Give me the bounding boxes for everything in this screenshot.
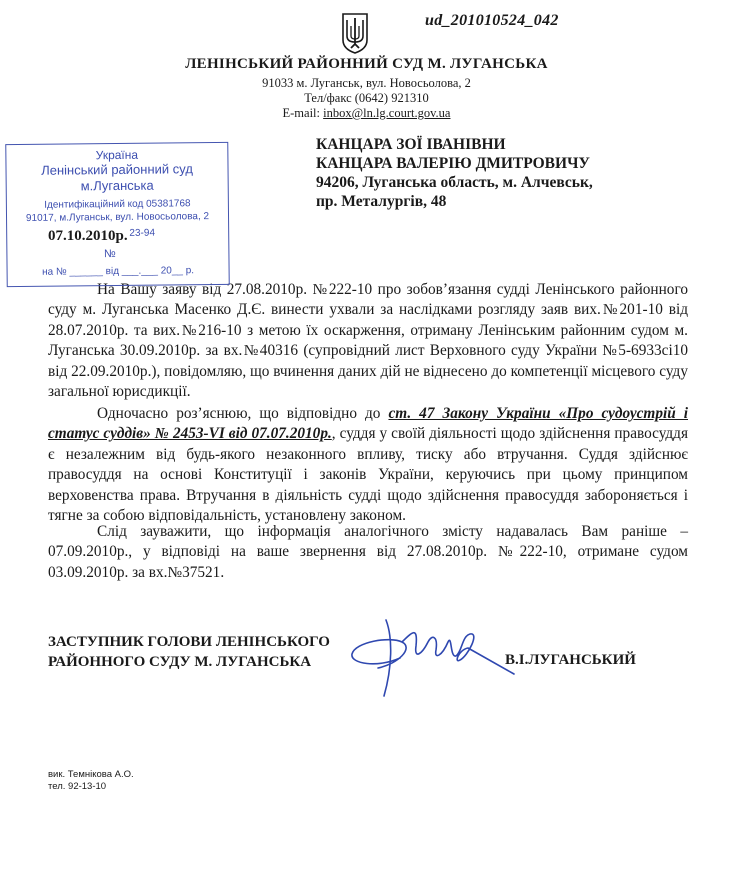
court-phone: Тел/факс (0642) 921310	[304, 91, 429, 105]
paragraph-1: На Вашу заяву від 27.08.2010р. №222-10 про зобов’язання судді Ленінського районного суду м. Луганська Масенко Д.Є. винести ухвали за наслідками розгляду заяв вих.№201-10 від 28.07.2010р. та вих.№216-10 з метою їх оскарження, отриману Ленінським районним судом м. Луганська 30.09.2010р. за вх.№40316 (супровідний лист Верховного суду України №5-6933сі10 від 22.09.2010р.), повідомляю, що вчинення даних дій не віднесено до компетенції місцевого суду загальної юрисдикції.	[48, 281, 688, 401]
recipient-line-4: пр. Металургів, 48	[316, 193, 447, 210]
court-address: 91033 м. Луганськ, вул. Новосьолова, 2	[262, 76, 471, 90]
email-label: E-mail:	[282, 106, 324, 120]
handwritten-signature	[338, 598, 518, 698]
email-link[interactable]: inbox@ln.lg.court.gov.ua	[323, 106, 451, 120]
stamp-number: №	[103, 248, 116, 261]
law-reference: ст. 47 Закону України «Про судоустрій і статус суддів» № 2453-VI від 07.07.2010р.	[48, 405, 689, 443]
signatory-name: В.І.ЛУГАНСЬКИЙ	[505, 652, 636, 668]
stamp-reference: на № ______ від ___.___ 20__ р.	[42, 265, 195, 278]
signatory-title-line-2: РАЙОННОГО СУДУ М. ЛУГАНСЬКА	[48, 654, 312, 670]
recipient-line-3: 94206, Луганська область, м. Алчевськ,	[316, 174, 593, 191]
stamp-phone: 23-94	[129, 227, 156, 239]
trident-emblem-icon	[340, 12, 370, 54]
paragraph-2	[48, 404, 688, 526]
paragraph-2-rest: , суддя у своїй діяльності щодо здійснення правосуддя є незалежним від будь-якого незаконного впливу, тиску або втручання. Суддя здійснює правосуддя на основі Конституції і законів України, керуючись при цьому принципом верховенства права. Втручання в діяльність судді щодо здійснення правосуддя забороняється і тягне за собою відповідальність, установлену законом.	[48, 425, 689, 525]
registration-stamp	[5, 142, 229, 287]
paragraph-2-intro: Одночасно роз’яснюю, що відповідно до	[97, 405, 389, 422]
letter-date: 07.10.2010р.	[48, 228, 128, 244]
court-email	[0, 106, 733, 121]
signatory-title	[48, 632, 330, 672]
stamp-code: Ідентифікаційний код 05381768	[44, 198, 191, 211]
document-id: ud_201010524_042	[425, 12, 559, 29]
recipient-line-2: КАНЦАРА ВАЛЕРІЮ ДМИТРОВИЧУ	[316, 155, 590, 172]
stamp-court: Ленінський районний суд	[41, 161, 193, 178]
executor-name: вик. Темнікова А.О.	[48, 769, 134, 780]
paragraph-3: Слід зауважити, що інформація аналогічного змісту надавалась Вам раніше – 07.09.2010р., у відповіді на ваше звернення від 27.08.2010р. №222-10, отримане судом 03.09.2010р. за вх.№37521.	[48, 523, 688, 581]
stamp-city: м.Луганська	[80, 177, 154, 194]
recipient-line-1: КАНЦАРА ЗОЇ ІВАНІВНИ	[316, 136, 506, 153]
signatory-title-line-1: ЗАСТУПНИК ГОЛОВИ ЛЕНІНСЬКОГО	[48, 634, 330, 650]
executor-phone: тел. 92-13-10	[48, 781, 107, 792]
court-name: ЛЕНІНСЬКИЙ РАЙОННИЙ СУД М. ЛУГАНСЬКА	[185, 56, 548, 72]
stamp-address: 91017, м.Луганськ, вул. Новосьолова, 2	[25, 211, 210, 224]
stamp-country: Україна	[95, 147, 139, 163]
